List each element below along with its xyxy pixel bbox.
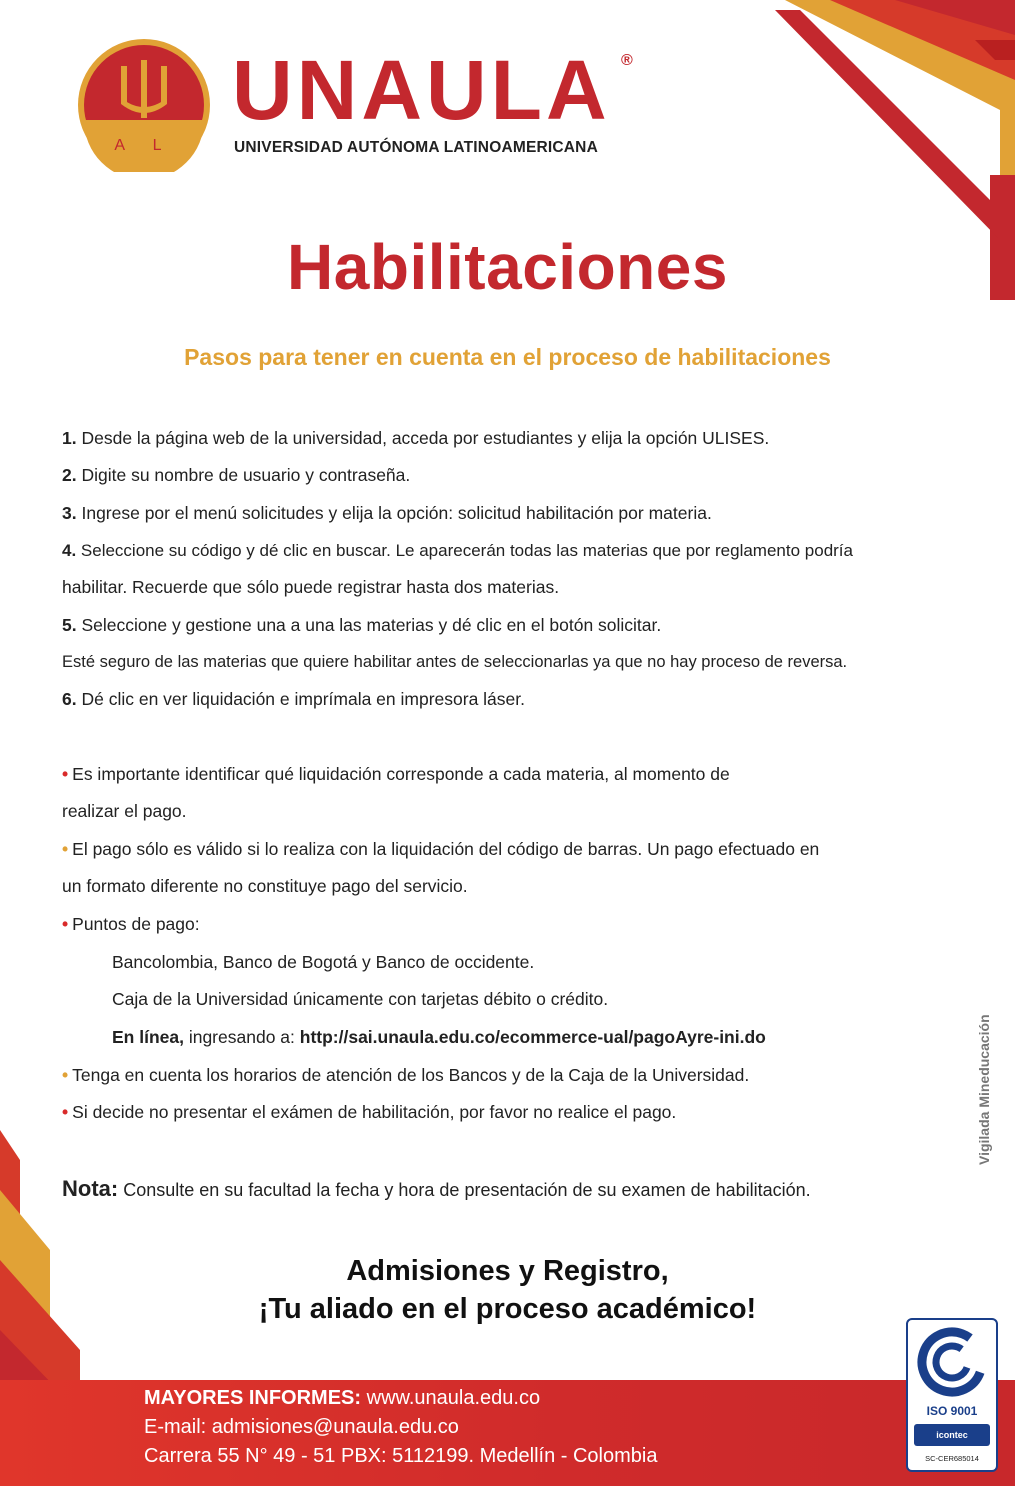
iso-label: ISO 9001 — [926, 1404, 978, 1418]
closing-line-2: ¡Tu aliado en el proceso académico! — [258, 1292, 757, 1325]
bullet-item-continuation: un formato diferente no constituye pago del servicio. — [62, 876, 468, 896]
university-full-name: UNIVERSIDAD AUTÓNOMA LATINOAMERICANA — [234, 139, 598, 156]
closing-line-1: Admisiones y Registro, — [346, 1255, 669, 1287]
footer-web-link[interactable]: www.unaula.edu.co — [361, 1387, 541, 1409]
bullet-dot-icon: • — [62, 839, 69, 859]
bullet-dot-icon: • — [62, 1102, 69, 1122]
payment-point: Caja de la Universidad únicamente con tarjetas débito o crédito. — [112, 989, 609, 1009]
payment-point: Bancolombia, Banco de Bogotá y Banco de occidente. — [112, 952, 535, 972]
unaula-emblem-logo — [77, 38, 211, 172]
iso-cert-number: SC-CER685014 — [925, 1454, 979, 1463]
bullet-item: • Es importante identificar qué liquidación corresponde a cada materia, al momento de — [62, 764, 730, 784]
bullet-item: • Tenga en cuenta los horarios de atención de los Bancos y de la Caja de la Universidad. — [62, 1065, 750, 1085]
step-item-continuation: Esté seguro de las materias que quiere habilitar antes de seleccionarlas ya que no hay proceso de reversa. — [62, 653, 848, 671]
step-item: 2. Digite su nombre de usuario y contraseña. — [62, 465, 411, 485]
note — [62, 1176, 811, 1202]
icontec-logo-icon — [908, 1320, 996, 1400]
bullet-dot-icon: • — [62, 764, 69, 784]
closing-message — [0, 1253, 1015, 1328]
page-subtitle: Pasos para tener en cuenta en el proceso de habilitaciones — [184, 344, 831, 370]
footer-email[interactable]: E-mail: admisiones@unaula.edu.co — [144, 1416, 459, 1438]
step-item-continuation: habilitar. Recuerde que sólo puede registrar hasta dos materias. — [62, 577, 560, 597]
bullet-item-continuation: realizar el pago. — [62, 801, 187, 821]
bullet-dot-icon: • — [62, 914, 69, 934]
brand-name: UNAULA — [232, 43, 611, 137]
footer-address: Carrera 55 N° 49 - 51 PBX: 5112199. Medellín - Colombia — [144, 1445, 658, 1467]
payment-point-online: En línea, ingresando a: http://sai.unaula.edu.co/ecommerce-ual/pagoAyre-ini.do — [112, 1027, 766, 1047]
step-item: 5. Seleccione y gestione una a una las materias y dé clic en el botón solicitar. — [62, 615, 662, 635]
bullet-item: • Si decide no presentar el exámen de habilitación, por favor no realice el pago. — [62, 1102, 677, 1122]
bullet-item: • El pago sólo es válido si lo realiza con la liquidación del código de barras. Un pago efectuado en — [62, 839, 820, 859]
note-text: Consulte en su facultad la fecha y hora de presentación de su examen de habilitación. — [118, 1180, 811, 1200]
step-item: 4. Seleccione su código y dé clic en buscar. Le aparecerán todas las materias que por reglamento podría — [62, 541, 853, 560]
iso-certification-badge — [906, 1318, 998, 1472]
step-item: 3. Ingrese por el menú solicitudes y elija la opción: solicitud habilitación por materia. — [62, 503, 712, 523]
step-item: 6. Dé clic en ver liquidación e imprímala en impresora láser. — [62, 689, 525, 709]
footer-web-line: MAYORES INFORMES: www.unaula.edu.co — [144, 1387, 541, 1409]
vigilada-label: Vigilada Mineducación — [976, 1014, 992, 1165]
svg-text:A L: A L — [114, 137, 174, 154]
bullet-dot-icon: • — [62, 1065, 69, 1085]
note-label: Nota: — [62, 1176, 119, 1201]
registered-mark: ® — [621, 52, 633, 69]
step-item: 1. Desde la página web de la universidad, acceda por estudiantes y elija la opción ULISES. — [62, 428, 770, 448]
bullet-item: • Puntos de pago: — [62, 914, 200, 934]
page-title: Habilitaciones — [287, 231, 728, 303]
payment-url-link[interactable]: http://sai.unaula.edu.co/ecommerce-ual/pagoAyre-ini.do — [299, 1027, 766, 1047]
icontec-label: icontec — [914, 1424, 990, 1446]
footer-contact — [144, 1384, 657, 1471]
